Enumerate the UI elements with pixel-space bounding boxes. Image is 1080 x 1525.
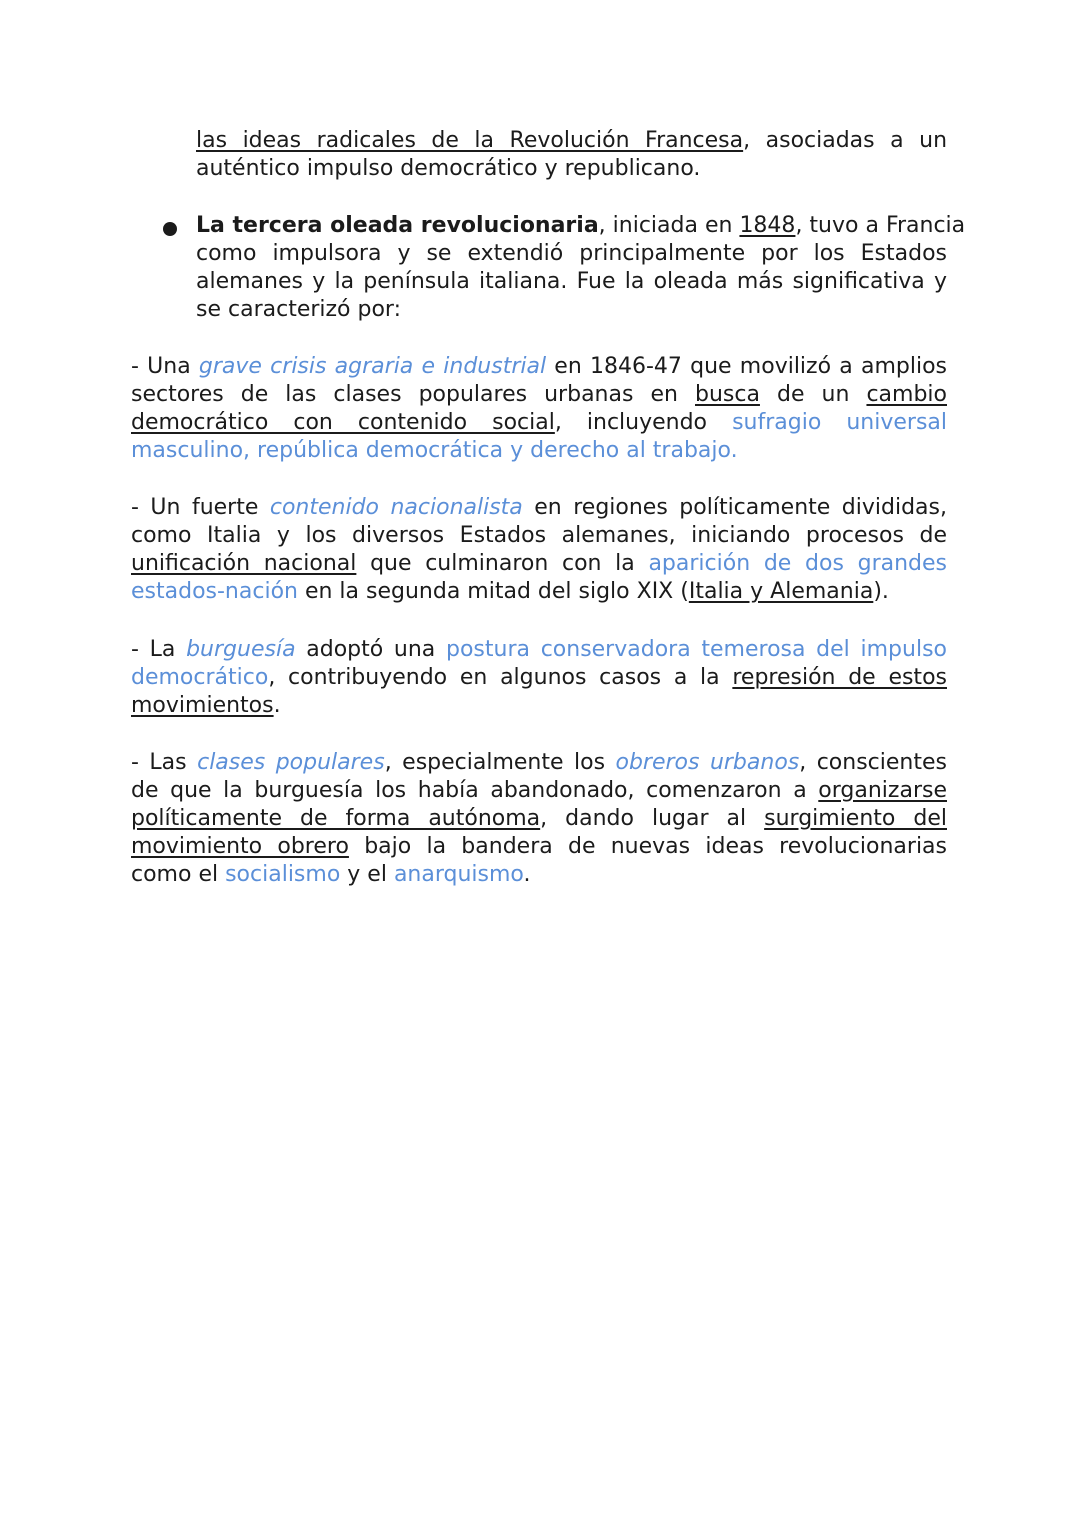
text-span: . bbox=[523, 862, 531, 887]
year-link: 1848 bbox=[739, 213, 796, 238]
text-span: sectores de las clases populares urbanas en bbox=[131, 382, 695, 407]
underlined-phrase: las ideas radicales de la Revolución Francesa bbox=[196, 128, 744, 153]
text-span: y el bbox=[340, 862, 394, 887]
text-span: . bbox=[273, 693, 281, 718]
underlined-phrase: políticamente de forma autónoma bbox=[131, 806, 541, 831]
continuation-line-2: auténtico impulso democrático y republicano. bbox=[196, 156, 701, 181]
text-span: , incluyendo bbox=[554, 410, 733, 435]
highlight-phrase: contenido nacionalista bbox=[269, 495, 523, 520]
underlined-phrase: organizarse bbox=[818, 778, 947, 803]
text-span: de que la burguesía los había abandonado, comenzaron a bbox=[131, 778, 819, 803]
underlined-phrase: unificación nacional bbox=[131, 551, 357, 576]
highlight-phrase: democrático bbox=[131, 665, 269, 690]
underlined-phrase: Italia y Alemania bbox=[688, 579, 874, 604]
p2-line-4 bbox=[131, 578, 947, 606]
text-span: , contribuyendo en algunos casos a la bbox=[268, 665, 733, 690]
highlight-phrase: socialismo bbox=[225, 862, 341, 887]
bullet-dot bbox=[163, 222, 177, 236]
highlight-phrase: sufragio universal bbox=[732, 410, 947, 435]
underlined-phrase: movimiento obrero bbox=[131, 834, 349, 859]
text-span: bajo la bandera de nuevas ideas revolucionarias bbox=[348, 834, 948, 859]
underlined-phrase: movimientos bbox=[131, 693, 274, 718]
p2-line-3 bbox=[131, 550, 947, 578]
text-span: - Una bbox=[131, 354, 199, 379]
p4-line-4 bbox=[131, 833, 947, 861]
highlight-phrase: obreros urbanos bbox=[615, 750, 800, 775]
text-span: en 1846-47 que movilizó a amplios bbox=[546, 354, 947, 379]
text-span: , dando lugar al bbox=[540, 806, 765, 831]
p1-line-1 bbox=[131, 353, 947, 381]
underlined-phrase: democrático con contenido social bbox=[131, 410, 555, 435]
text-span: que culminaron con la bbox=[356, 551, 649, 576]
text-span: en regiones políticamente divididas, bbox=[522, 495, 947, 520]
underlined-phrase: cambio bbox=[866, 382, 947, 407]
text-span: adoptó una bbox=[295, 637, 446, 662]
bullet-line-2: como impulsora y se extendió principalmente por los Estados bbox=[196, 241, 947, 266]
text-span: , conscientes bbox=[799, 750, 947, 775]
text-span: , tuvo a Francia bbox=[795, 213, 966, 238]
underlined-phrase: surgimiento del bbox=[764, 806, 947, 831]
highlight-phrase: grave crisis agraria e industrial bbox=[198, 354, 547, 379]
highlight-phrase: clases populares bbox=[197, 750, 385, 775]
bold-heading: La tercera oleada revolucionaria bbox=[196, 213, 599, 238]
text-span: ). bbox=[873, 579, 889, 604]
p3-line-3 bbox=[131, 692, 947, 720]
text-span: de un bbox=[759, 382, 867, 407]
text-span: , asociadas a un bbox=[743, 128, 948, 153]
underlined-phrase: represión de estos bbox=[732, 665, 947, 690]
bullet-line-3: alemanes y la península italiana. Fue la oleada más significativa y bbox=[196, 269, 947, 294]
highlight-phrase: postura conservadora temerosa del impulso bbox=[446, 637, 947, 662]
text-span: como el bbox=[131, 862, 226, 887]
text-span: en la segunda mitad del siglo XIX ( bbox=[297, 579, 689, 604]
underlined-phrase: busca bbox=[695, 382, 760, 407]
p4-line-2 bbox=[131, 777, 947, 805]
p1-line-2 bbox=[131, 381, 947, 409]
p3-line-2 bbox=[131, 664, 947, 692]
p1-line-4: masculino, república democrática y derecho al trabajo. bbox=[131, 438, 738, 463]
p4-line-3 bbox=[131, 805, 947, 833]
p1-line-3 bbox=[131, 409, 947, 437]
highlight-phrase: anarquismo bbox=[393, 862, 524, 887]
text-span: - Un fuerte bbox=[131, 495, 270, 520]
text-span: - La bbox=[131, 637, 187, 662]
bullet-line-1 bbox=[196, 212, 966, 240]
p3-line-1 bbox=[131, 636, 947, 664]
text-span: , especialmente los bbox=[384, 750, 616, 775]
highlight-phrase: aparición de dos grandes bbox=[648, 551, 948, 576]
p4-line-5 bbox=[131, 861, 947, 889]
highlight-phrase: burguesía bbox=[186, 637, 296, 662]
text-span: , iniciada en bbox=[598, 213, 740, 238]
p2-line-1 bbox=[131, 494, 947, 522]
highlight-phrase: estados-nación bbox=[131, 579, 298, 604]
text-span: - Las bbox=[131, 750, 198, 775]
p2-line-2: como Italia y los diversos Estados alemanes, iniciando procesos de bbox=[131, 523, 947, 548]
p4-line-1 bbox=[131, 749, 947, 777]
bullet-line-4: se caracterizó por: bbox=[196, 297, 402, 322]
continuation-line-1 bbox=[196, 127, 947, 155]
